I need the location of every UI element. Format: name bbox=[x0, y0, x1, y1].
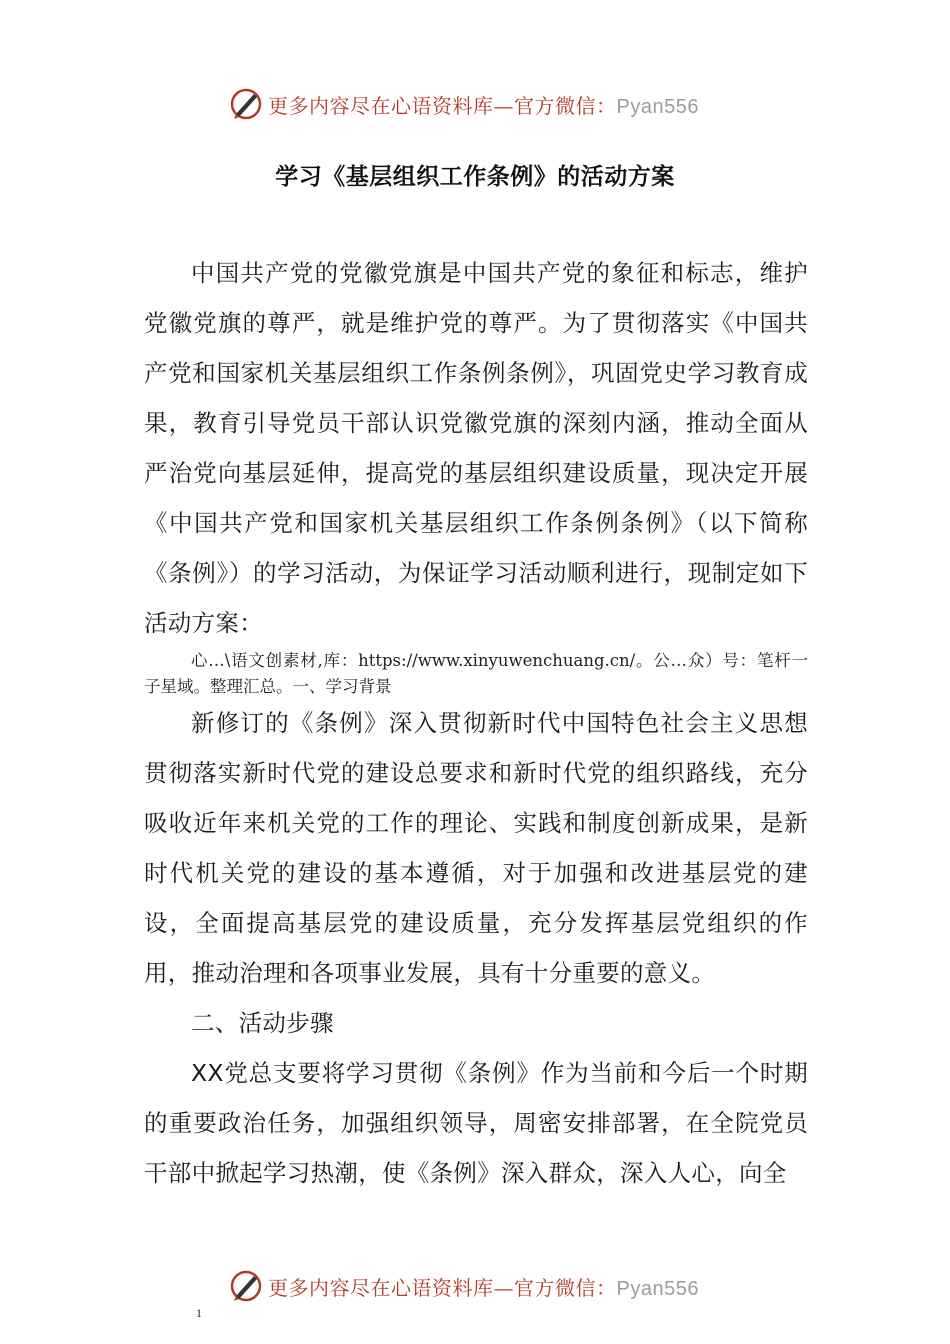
watermark-text: 更多内容尽在心语资料库—官方微信：Pyan556 bbox=[268, 93, 699, 118]
document-body-2 bbox=[144, 698, 808, 1198]
source-note: 心…\语文创素材,库：https://www.xinyuwenchuang.cn/。公…众）号：笔杆一子星域。整理汇总。一、学习背景 bbox=[144, 651, 808, 696]
pen-logo-icon bbox=[228, 1268, 264, 1304]
steps-paragraph: XX党总支要将学习贯彻《条例》作为当前和今后一个时期的重要政治任务，加强组织领导，周密安排部署，在全院党员干部中掀起学习热潮，使《条例》深入群众，深入人心，向全 bbox=[144, 1059, 808, 1187]
section-heading-steps: 二、活动步骤 bbox=[191, 1009, 334, 1037]
pen-logo-icon bbox=[228, 86, 264, 122]
watermark-banner-top bbox=[0, 84, 950, 124]
background-paragraph: 新修订的《条例》深入贯彻新时代中国特色社会主义思想贯彻落实新时代党的建设总要求和新时代党的组织路线，充分吸收近年来机关党的工作的理论、实践和制度创新成果，是新时代机关党的建设的基本遵循，对于加强和改进基层党的建设，全面提高基层党的建设质量，充分发挥基层党组织的作用，推动治理和各项事业发展，具有十分重要的意义。 bbox=[144, 709, 808, 987]
intro-paragraph: 中国共产党的党徽党旗是中国共产党的象征和标志，维护党徽党旗的尊严，就是维护党的尊严。为了贯彻落实《中国共产党和国家机关基层组织工作条例条例》，巩固党史学习教育成果，教育引导党员干部认识党徽党旗的深刻内涵，推动全面从严治党向基层延伸，提高党的基层组织建设质量，现决定开展《中国共产党和国家机关基层组织工作条例条例》（以下简称《条例》）的学习活动，为保证学习活动顺利进行，现制定如下活动方案： bbox=[144, 259, 808, 637]
watermark-banner-bottom bbox=[0, 1266, 950, 1306]
watermark-text: 更多内容尽在心语资料库—官方微信：Pyan556 bbox=[268, 1275, 699, 1300]
document-body bbox=[144, 248, 808, 700]
document-title: 学习《基层组织工作条例》的活动方案 bbox=[275, 164, 675, 190]
page-number: 1 bbox=[196, 1306, 202, 1320]
